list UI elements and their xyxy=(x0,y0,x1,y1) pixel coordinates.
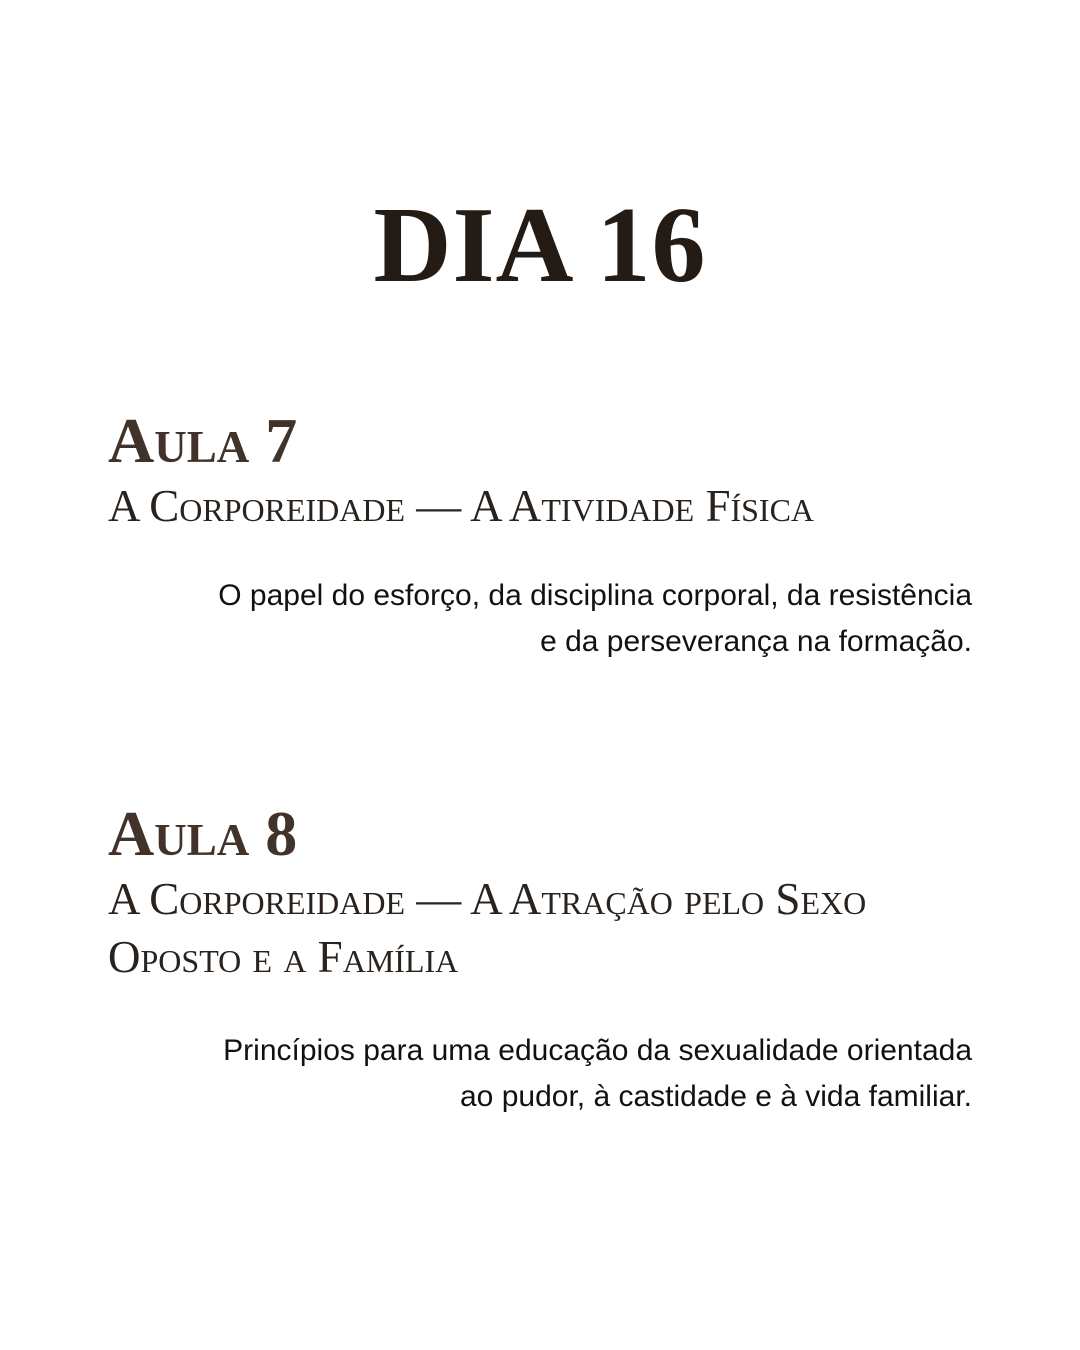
lesson-section-aula-8 xyxy=(108,798,972,1150)
lesson-description: O papel do esforço, da disciplina corporal, da resistência e da perseverança na formação. xyxy=(218,579,972,658)
lesson-subtitle: A Corporeidade — A Atração pelo Sexo Oposto e a Família xyxy=(108,874,867,982)
lesson-heading: Aula 8 xyxy=(108,798,298,869)
lesson-heading: Aula 7 xyxy=(108,405,298,476)
lesson-section-aula-7 xyxy=(108,405,972,695)
lesson-subtitle: A Corporeidade — A Atividade Física xyxy=(108,481,815,531)
page-title: DIA 16 xyxy=(373,186,707,305)
lesson-description: Princípios para uma educação da sexualidade orientada ao pudor, à castidade e à vida familiar. xyxy=(223,1034,972,1113)
